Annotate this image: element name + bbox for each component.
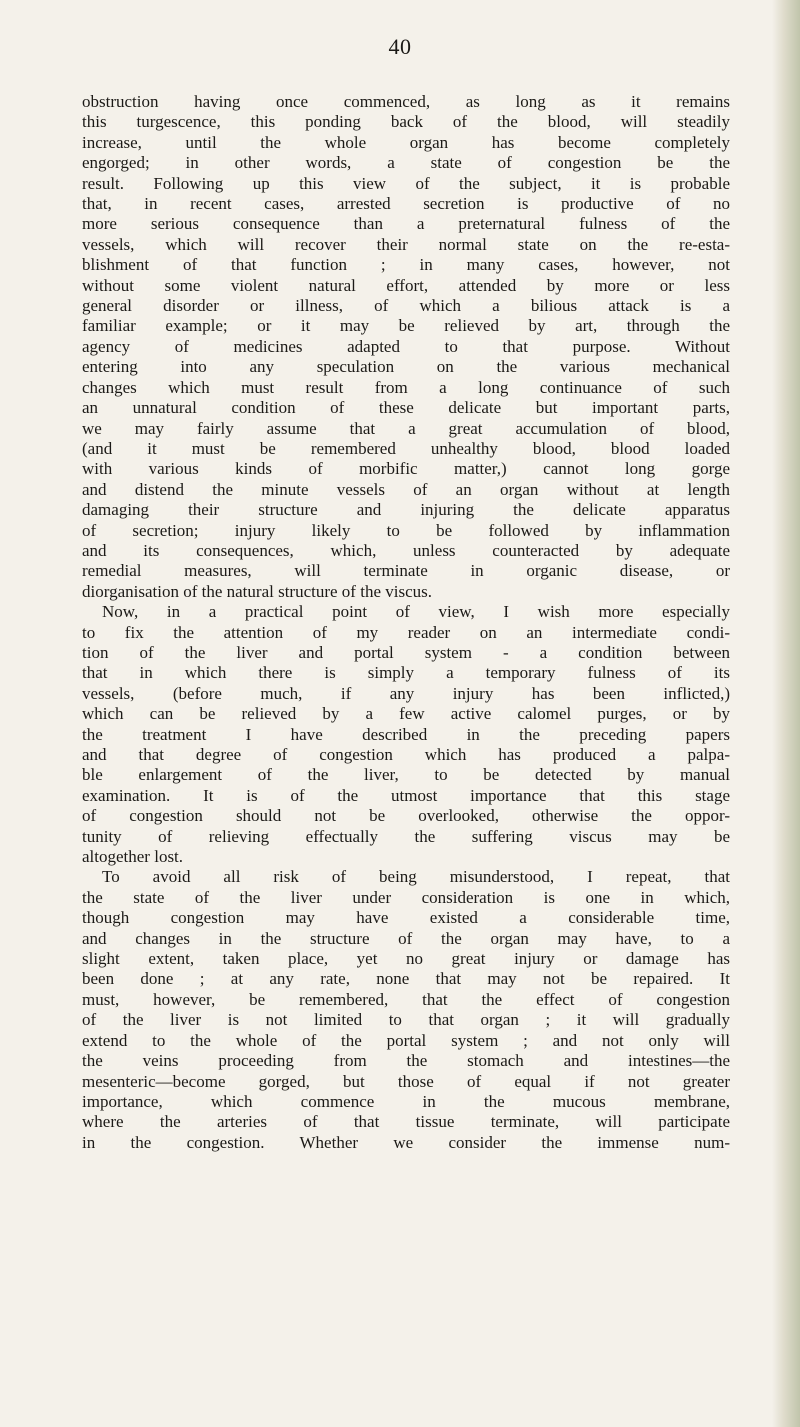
text-line: obstruction having once commenced, as long as it remains bbox=[82, 92, 730, 111]
text-line: increase, until the whole organ has become completely bbox=[82, 132, 730, 152]
text-line: To avoid all risk of being misunderstood, I repeat, that bbox=[102, 867, 730, 887]
text-line: entering into any speculation on the various mechanical bbox=[82, 357, 730, 377]
text-line: the veins proceeding from the stomach and intestines—the bbox=[82, 1051, 730, 1071]
text-line: that in which there is simply a temporary fulness of its bbox=[82, 663, 730, 683]
text-line: result. Following up this view of the subject, it is probable bbox=[82, 173, 730, 193]
text-line: without some violent natural effort, attended by more or less bbox=[82, 275, 730, 295]
text-line: the treatment I have described in the preceding papers bbox=[82, 724, 730, 744]
text-line: remedial measures, will terminate in organic disease, or bbox=[82, 561, 730, 581]
text-line: which can be relieved by a few active calomel purges, or by bbox=[82, 704, 730, 724]
text-line: extend to the whole of the portal system ; and not only will bbox=[82, 1030, 730, 1050]
text-line: mesenteric—become gorged, but those of equal if not greater bbox=[82, 1071, 730, 1091]
text-line: familiar example; or it may be relieved by art, through the bbox=[82, 316, 730, 336]
text-line: though congestion may have existed a considerable time, bbox=[82, 908, 730, 928]
text-line: that, in recent cases, arrested secretion is productive of no bbox=[82, 194, 730, 214]
text-line: we may fairly assume that a great accumulation of blood, bbox=[82, 418, 730, 438]
text-line: tunity of relieving effectually the suffering viscus may be bbox=[82, 826, 730, 846]
text-line: diorganisation of the natural structure of the viscus. bbox=[82, 581, 432, 601]
text-line: of the liver is not limited to that organ ; it will gradually bbox=[82, 1010, 730, 1030]
text-line: examination. It is of the utmost importance that this stage bbox=[82, 785, 730, 805]
text-line: where the arteries of that tissue terminate, will participate bbox=[82, 1112, 730, 1132]
text-line: Now, in a practical point of view, I wish more especially bbox=[102, 602, 730, 622]
text-line: slight extent, taken place, yet no great injury or damage has bbox=[82, 949, 730, 969]
text-line: must, however, be remembered, that the effect of congestion bbox=[82, 989, 730, 1009]
text-line: and distend the minute vessels of an organ without at length bbox=[82, 479, 730, 499]
text-line: with various kinds of morbific matter,) cannot long gorge bbox=[82, 459, 730, 479]
text-line: and changes in the structure of the organ may have, to a bbox=[82, 928, 730, 948]
text-line: agency of medicines adapted to that purpose. Without bbox=[82, 336, 730, 356]
text-line: engorged; in other words, a state of congestion be the bbox=[82, 153, 730, 173]
text-line: of secretion; injury likely to be followed by inflammation bbox=[82, 520, 730, 540]
text-line: and that degree of congestion which has produced a palpa- bbox=[82, 745, 730, 764]
text-line: this turgescence, this ponding back of the blood, will steadily bbox=[82, 112, 730, 132]
text-line: of congestion should not be overlooked, otherwise the oppor- bbox=[82, 806, 730, 826]
text-line: damaging their structure and injuring the delicate apparatus bbox=[82, 500, 730, 520]
text-line: importance, which commence in the mucous membrane, bbox=[82, 1091, 730, 1111]
text-line: an unnatural condition of these delicate but important parts, bbox=[82, 398, 730, 418]
text-line: (and it must be remembered unhealthy blood, blood loaded bbox=[82, 438, 730, 458]
text-line: ble enlargement of the liver, to be detected by manual bbox=[82, 765, 730, 785]
text-line: altogether lost. bbox=[82, 847, 184, 867]
text-line: general disorder or illness, of which a bilious attack is a bbox=[82, 296, 730, 316]
text-line: and its consequences, which, unless counteracted by adequate bbox=[82, 540, 730, 560]
text-line: the state of the liver under consideration is one in which, bbox=[82, 887, 730, 907]
text-line: changes which must result from a long continuance of such bbox=[82, 377, 730, 397]
text-line: vessels, which will recover their normal state on the re-esta- bbox=[82, 234, 730, 254]
text-line: vessels, (before much, if any injury has been inflicted,) bbox=[82, 683, 730, 703]
text-line: tion of the liver and portal system - a condition between bbox=[82, 642, 730, 662]
page-edge-shadow bbox=[772, 0, 800, 1427]
text-line: been done ; at any rate, none that may not be repaired. It bbox=[82, 969, 730, 989]
page-number: 40 bbox=[388, 34, 412, 59]
text-line: blishment of that function ; in many cases, however, not bbox=[82, 255, 730, 275]
text-line: in the congestion. Whether we consider the immense num- bbox=[82, 1132, 730, 1152]
body-text bbox=[82, 92, 730, 1153]
text-line: more serious consequence than a preternatural fulness of the bbox=[82, 214, 730, 234]
text-line: to fix the attention of my reader on an intermediate condi- bbox=[82, 622, 730, 642]
